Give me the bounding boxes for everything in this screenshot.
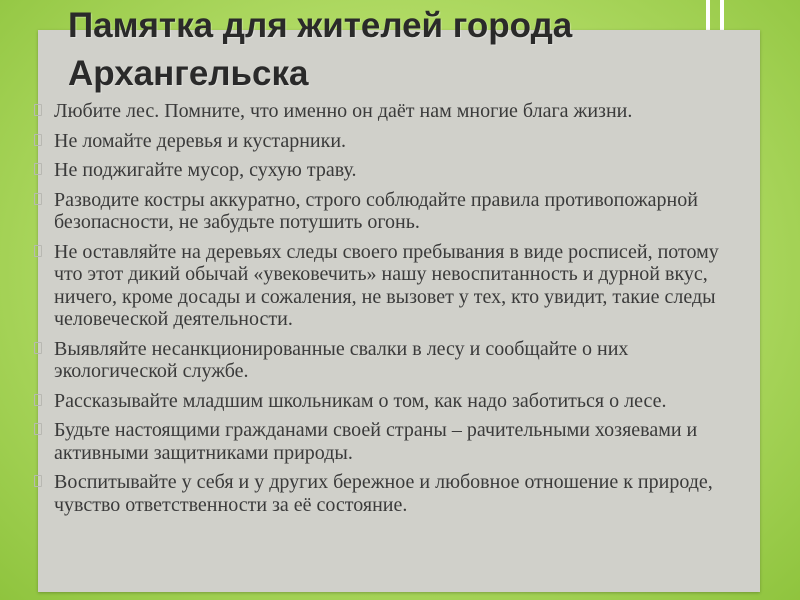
slide-title: Памятка для жителей города Архангельска xyxy=(68,6,573,93)
bullet-icon xyxy=(34,193,42,205)
list-item-text: Любите лес. Помните, что именно он даёт нам многие блага жизни. xyxy=(54,100,633,122)
bullet-icon xyxy=(34,134,42,146)
list-item xyxy=(30,159,752,182)
bullet-icon xyxy=(34,342,42,354)
list-item-text: Не оставляйте на деревьях следы своего пребывания в виде росписей, потому что этот дикий обычай «увековечить» нашу невоспитанность и дурной вкус, ничего, кроме досады и сожаления, не вызовет у тех, кто увидит, такие следы человеческой деятельности. xyxy=(54,240,719,330)
memo-list xyxy=(30,100,752,523)
bullet-icon xyxy=(34,163,42,175)
list-item xyxy=(30,130,752,153)
list-item xyxy=(30,390,752,413)
list-item-text: Разводите костры аккуратно, строго соблюдайте правила противопожарной безопасности, не забудьте потушить огонь. xyxy=(54,188,698,233)
list-item-text: Не ломайте деревья и кустарники. xyxy=(54,129,347,152)
bullet-icon xyxy=(34,475,42,487)
list-item-text: Воспитывайте у себя и у других бережное и любовное отношение к природе, чувство ответственности за её состояние. xyxy=(54,471,713,516)
list-item-text: Выявляйте несанкционированные свалки в лесу и сообщайте о них экологической службе. xyxy=(54,337,629,382)
list-item xyxy=(30,419,752,464)
list-item xyxy=(30,189,752,234)
list-item xyxy=(30,100,752,123)
bullet-icon xyxy=(34,423,42,435)
bullet-icon xyxy=(34,394,42,406)
list-item-text: Не поджигайте мусор, сухую траву. xyxy=(54,159,357,181)
bullet-icon xyxy=(34,104,42,116)
list-item xyxy=(30,471,752,516)
list-item-text: Будьте настоящими гражданами своей страны – рачительными хозяевами и активными защитниками природы. xyxy=(54,419,698,464)
decorative-bar xyxy=(720,0,724,32)
decorative-bar xyxy=(706,0,710,32)
bullet-icon xyxy=(34,245,42,257)
list-item-text: Рассказывайте младшим школьникам о том, как надо заботиться о лесе. xyxy=(54,389,667,412)
list-item xyxy=(30,241,752,331)
list-item xyxy=(30,338,752,383)
